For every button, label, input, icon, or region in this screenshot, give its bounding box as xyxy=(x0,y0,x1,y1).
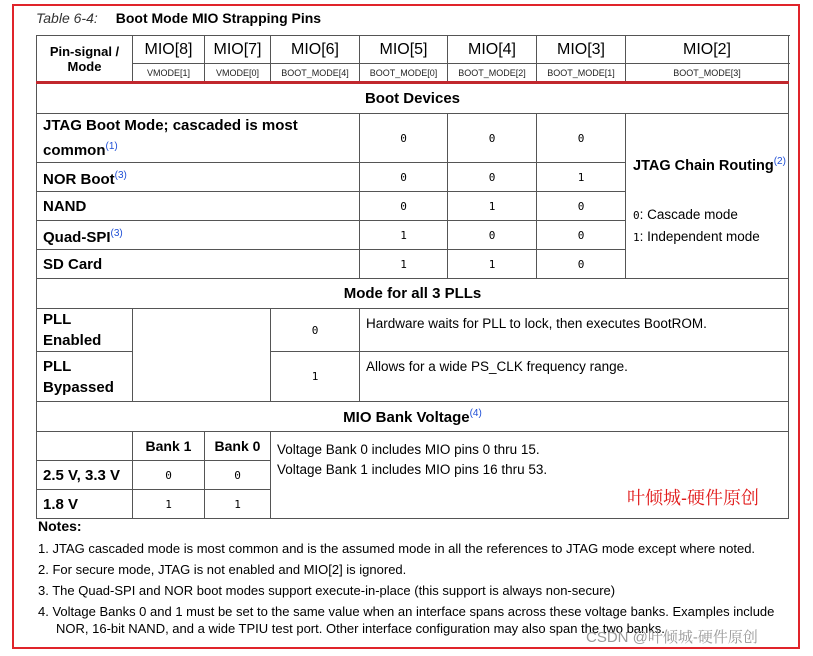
signal-boot-mode3: BOOT_MODE[3] xyxy=(626,64,789,83)
table-caption xyxy=(36,10,321,26)
pll-row-enabled: PLL Enabled xyxy=(37,309,133,352)
cell-value: 0 xyxy=(537,114,626,163)
cell-value: 1 xyxy=(537,163,626,192)
cell-value: 1 xyxy=(360,250,448,279)
notes-section xyxy=(38,518,798,641)
pll-empty-cell xyxy=(133,309,271,402)
footnote-ref: (1) xyxy=(105,141,118,152)
jtag-chain-routing-cell xyxy=(626,114,789,279)
note-item: 2. For secure mode, JTAG is not enabled and MIO[2] is ignored. xyxy=(38,562,407,577)
pin-signal-header: Pin-signal / Mode xyxy=(37,36,133,83)
cell-value: 0 xyxy=(448,114,537,163)
caption-number: Table 6-4: xyxy=(36,10,98,26)
boot-row-jtag xyxy=(37,114,360,163)
bank0-header: Bank 0 xyxy=(205,432,271,461)
col-header-mio8: MIO[8] xyxy=(133,36,205,64)
signal-boot-mode2: BOOT_MODE[2] xyxy=(448,64,537,83)
cell-value: 1 xyxy=(360,221,448,250)
caption-title: Boot Mode MIO Strapping Pins xyxy=(115,10,322,26)
row-label: JTAG Boot Mode; cascaded is most common xyxy=(43,117,298,159)
signal-boot-mode4: BOOT_MODE[4] xyxy=(271,64,360,83)
jtag-chain-routing-title: JTAG Chain Routing$^{(2)}$ xyxy=(633,156,786,174)
footnote-ref: (3) xyxy=(110,227,123,239)
signal-boot-mode1: BOOT_MODE[1] xyxy=(537,64,626,83)
cell-value: 0 xyxy=(360,192,448,221)
footnote-ref: (3) xyxy=(114,169,127,181)
boot-row-qspi xyxy=(37,221,360,250)
section-pll-mode: Mode for all 3 PLLs xyxy=(37,279,789,309)
author-watermark: 叶倾城-硬件原创 xyxy=(627,488,759,508)
row-label: SD Card xyxy=(43,255,103,273)
footnote-ref: (2) xyxy=(773,156,786,167)
cell-value: 1 xyxy=(448,250,537,279)
row-label: NAND xyxy=(43,197,87,215)
note-item: 4. Voltage Banks 0 and 1 must be set to the same value when an interface spans across these voltage banks. Examples include NOR, 16-bit NAND, and a wide TPIU test port. Other interface configuration may also span the two banks. xyxy=(38,604,775,636)
voltage-row-2v5: 2.5 V, 3.3 V xyxy=(37,461,133,490)
col-header-mio3: MIO[3] xyxy=(537,36,626,64)
cell-value: 1 xyxy=(448,192,537,221)
section-boot-devices: Boot Devices xyxy=(37,83,789,114)
col-header-mio6: MIO[6] xyxy=(271,36,360,64)
cell-value: 0 xyxy=(205,461,271,490)
cell-value: 0 xyxy=(360,114,448,163)
cell-value: 0 xyxy=(448,221,537,250)
signal-vmode1: VMODE[1] xyxy=(133,64,205,83)
cell-value: 1 xyxy=(205,490,271,519)
pll-row-bypassed: PLL Bypassed xyxy=(37,352,133,402)
pll-bypassed-desc: Allows for a wide PS_CLK frequency range. xyxy=(360,352,789,402)
voltage-corner-cell xyxy=(37,432,133,461)
row-label: Quad-SPI xyxy=(43,228,111,246)
note-item: 1. JTAG cascaded mode is most common and is the assumed mode in all the references to JTAG mode except where noted. xyxy=(38,541,756,556)
boot-row-nand xyxy=(37,192,360,221)
cell-value: 0 xyxy=(448,163,537,192)
cell-value: 0 xyxy=(537,250,626,279)
cell-value: 0 xyxy=(133,461,205,490)
cell-value: 0 xyxy=(271,309,360,352)
strapping-table xyxy=(36,35,789,519)
section-mio-bank-voltage: MIO Bank Voltage$^{(4)}$ xyxy=(37,402,789,432)
signal-boot-mode0: BOOT_MODE[0] xyxy=(360,64,448,83)
pll-enabled-desc: Hardware waits for PLL to lock, then executes BootROM. xyxy=(360,309,789,352)
csdn-watermark: CSDN @叶倾城-硬件原创 xyxy=(586,629,758,646)
col-header-mio4: MIO[4] xyxy=(448,36,537,64)
routing-independent: 1: Independent mode xyxy=(633,228,760,244)
voltage-row-1v8: 1.8 V xyxy=(37,490,133,519)
cell-value: 1 xyxy=(133,490,205,519)
col-header-mio7: MIO[7] xyxy=(205,36,271,64)
notes-heading: Notes: xyxy=(38,518,82,534)
voltage-desc-line2: Voltage Bank 1 includes MIO pins 16 thru 53. xyxy=(277,462,548,477)
note-item: 3. The Quad-SPI and NOR boot modes support execute-in-place (this support is always non-secure) xyxy=(38,583,616,598)
col-header-mio5: MIO[5] xyxy=(360,36,448,64)
signal-vmode0: VMODE[0] xyxy=(205,64,271,83)
voltage-desc-line1: Voltage Bank 0 includes MIO pins 0 thru 15. xyxy=(277,442,540,457)
boot-row-sd xyxy=(37,250,360,279)
cell-value: 1 xyxy=(271,352,360,402)
routing-cascade: 0: Cascade mode xyxy=(633,206,738,222)
cell-value: 0 xyxy=(537,192,626,221)
cell-value: 0 xyxy=(360,163,448,192)
boot-row-nor xyxy=(37,163,360,192)
bank1-header: Bank 1 xyxy=(133,432,205,461)
footnote-ref: (4) xyxy=(469,407,482,419)
cell-value: 0 xyxy=(537,221,626,250)
col-header-mio2: MIO[2] xyxy=(626,36,789,64)
row-label: NOR Boot xyxy=(43,170,115,188)
